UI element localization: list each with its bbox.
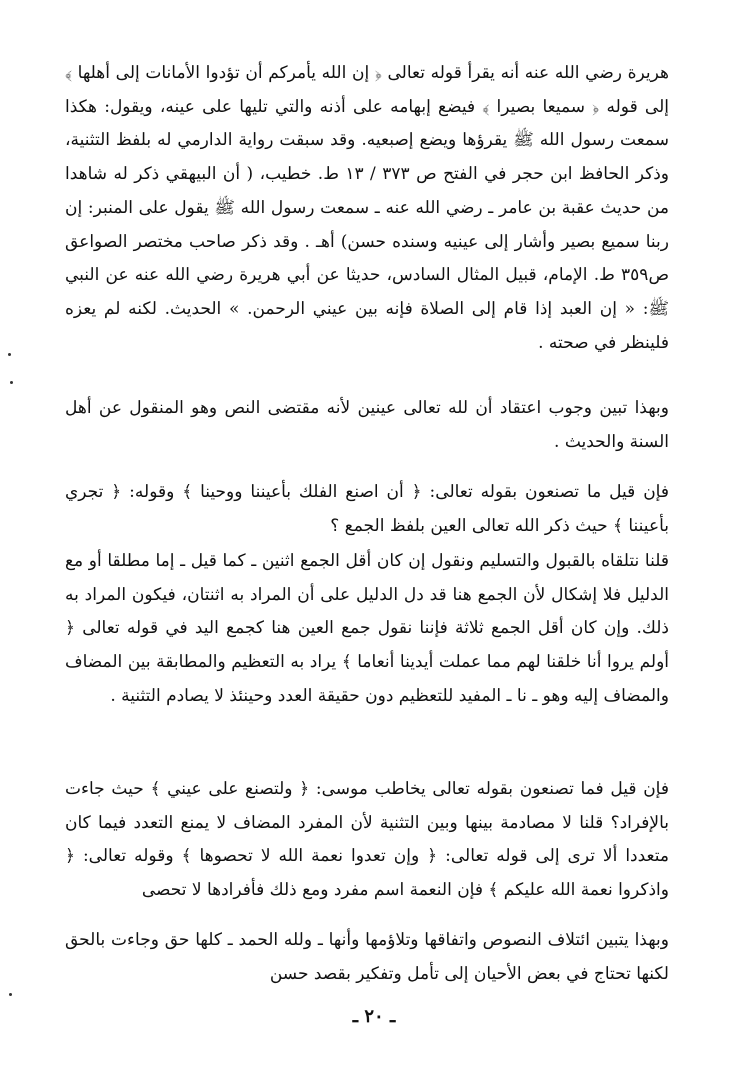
margin-speck	[9, 993, 12, 996]
margin-speck	[10, 381, 13, 384]
paragraph-answer-plural	[65, 545, 669, 714]
page-number: ـ ٢٠ ـ	[352, 1006, 396, 1027]
paragraph-text: وبهذا تبين وجوب اعتقاد أن لله تعالى عينين لأنه مقتضى النص وهو المنقول عن أهل السنة والحديث .	[65, 398, 669, 452]
paragraph-text: قلنا نتلقاه بالقبول والتسليم ونقول إن كان أقل الجمع اثنين ـ كما قيل ـ إما مطلقا أو مع الدليل فلا إشكال لأن الجمع هنا قد دل الدليل على أن المراد به اثنتان، فيكون المراد به ذلك. وإن كان أقل الجمع ثلاثة فإننا نقول جمع العين هنا كجمع اليد في قوله تعالى ﴿ أولم يروا أنا خلقنا لهم مما عملت أيدينا أنعاما ﴾ يراد به التعظيم والمطابقة بين المضاف والمضاف إليه وهو ـ نا ـ المفيد للتعظيم دون حقيقة العدد وحينئذ لا يصادم التثنية .	[65, 551, 670, 706]
paragraph-text: هريرة رضي الله عنه أنه يقرأ قوله تعالى ﴿ إن الله يأمركم أن تؤدوا الأمانات إلى أهلها ﴾ إلى قوله ﴿ سميعا بصيرا ﴾ فيضع إبهامه على أذنه والتي تليها على عينه، ويقول: هكذا سمعت رسول الله ﷺ يقرؤها ويضع إصبعيه. وقد سبقت رواية الدارمي له بلفظ التثنية، وذكر الحافظ ابن حجر في الفتح ص ٣٧٣ / ١٣ ط. خطيب، ( أن البيهقي ذكر له شاهدا من حديث عقبة بن عامر ـ رضي الله عنه ـ سمعت رسول الله ﷺ يقول على المنبر: إن ربنا سميع بصير وأشار إلى عينيه وسنده حسن) أهـ . وقد ذكر صاحب مختصر الصواعق ص٣٥٩ ط. الإمام، قبيل المثال السادس، حديثا عن أبي هريرة رضي الله عنه عن النبي ﷺ: « إن العبد إذا قام إلى الصلاة فإنه بين عيني الرحمن. » الحديث. لكنه لم يعزه فلينظر في صحته .	[65, 63, 669, 353]
paragraph-question-singular	[65, 773, 669, 908]
paragraph-text: فإن قيل فما تصنعون بقوله تعالى يخاطب موسى: ﴿ ولتصنع على عيني ﴾ حيث جاءت بالإفراد؟ قلنا لا مصادمة بينها وبين التثنية لأن المفرد المضاف لا يمنع التعدد فيما كان متعددا ألا ترى إلى قوله تعالى: ﴿ وإن تعدوا نعمة الله لا تحصوها ﴾ وقوله تعالى: ﴿ واذكروا نعمة الله عليكم ﴾ فإن النعمة اسم مفرد ومع ذلك فأفرادها لا تحصى	[65, 779, 669, 901]
paragraph-conclusion-two-eyes	[65, 392, 669, 459]
paragraph-text: فإن قيل ما تصنعون بقوله تعالى: ﴿ أن اصنع الفلك بأعيننا ووحينا ﴾ وقوله: ﴿ تجري بأعيننا ﴾ حيث ذكر الله تعالى العين بلفظ الجمع ؟	[65, 482, 669, 536]
paragraph-harmony-of-texts	[65, 924, 669, 991]
paragraph-hadith-eyes	[65, 57, 669, 360]
paragraph-text: وبهذا يتبين ائتلاف النصوص واتفاقها وتلاؤمها وأنها ـ ولله الحمد ـ كلها حق وجاءت بالحق لكنها تحتاج في بعض الأحيان إلى تأمل وتفكير بقصد حسن	[65, 930, 669, 984]
paragraph-question-plural	[65, 476, 669, 543]
margin-speck	[8, 353, 11, 356]
